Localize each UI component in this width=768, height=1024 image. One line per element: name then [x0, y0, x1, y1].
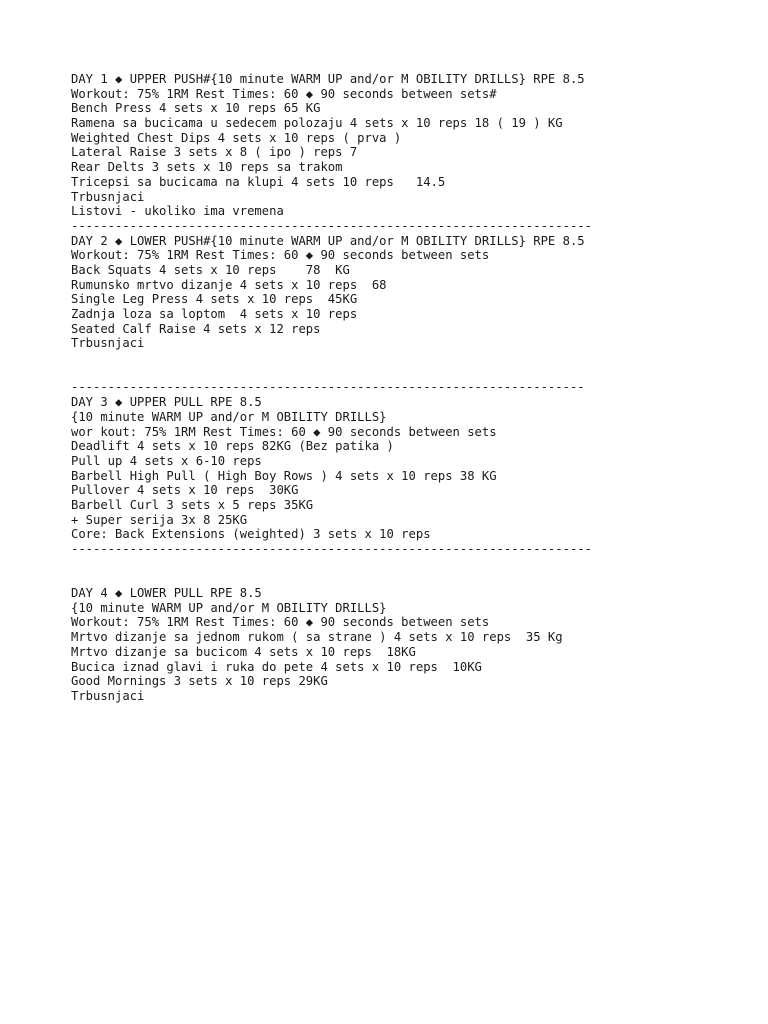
text-line: DAY 1 ◆ UPPER PUSH#{10 minute WARM UP and/or M OBILITY DRILLS} RPE 8.5 — [71, 72, 585, 86]
text-line: Tricepsi sa bucicama na klupi 4 sets 10 reps 14.5 — [71, 174, 446, 189]
text-line: Trbusnjaci — [71, 189, 145, 204]
blank-line — [71, 557, 751, 572]
text-line: Lateral Raise 3 sets x 8 ( ipo ) reps 7 — [71, 145, 358, 160]
text-line: Rumunsko mrtvo dizanje 4 sets x 10 reps 68 — [71, 277, 387, 292]
text-line: Single Leg Press 4 sets x 10 reps 45KG — [71, 292, 358, 307]
text-line: Good Mornings 3 sets x 10 reps 29KG — [71, 674, 328, 689]
text-line: Trbusnjaci — [71, 688, 145, 703]
text-line: wor kout: 75% 1RM Rest Times: 60 ◆ 90 seconds between sets — [71, 424, 497, 439]
text-line: ----------------------------------------------------------------------- — [71, 542, 592, 556]
blank-line — [71, 366, 751, 381]
document-text — [71, 72, 751, 704]
blank-line — [71, 571, 751, 586]
text-line: Workout: 75% 1RM Rest Times: 60 ◆ 90 seconds between sets — [71, 615, 490, 630]
text-line: Workout: 75% 1RM Rest Times: 60 ◆ 90 seconds between sets — [71, 248, 490, 263]
text-line: {10 minute WARM UP and/or M OBILITY DRILLS} — [71, 600, 387, 615]
text-line: Seated Calf Raise 4 sets x 12 reps — [71, 321, 321, 336]
text-line: Zadnja loza sa loptom 4 sets x 10 reps — [71, 307, 358, 321]
text-line: DAY 4 ◆ LOWER PULL RPE 8.5 — [71, 586, 262, 601]
text-line: Ramena sa bucicama u sedecem polozaju 4 sets x 10 reps 18 ( 19 ) KG — [71, 116, 563, 131]
text-line: Weighted Chest Dips 4 sets x 10 reps ( prva ) — [71, 130, 402, 145]
text-line: Mrtvo dizanje sa bucicom 4 sets x 10 reps 18KG — [71, 644, 416, 659]
text-line: Back Squats 4 sets x 10 reps 78 KG — [71, 262, 350, 277]
text-line: {10 minute WARM UP and/or M OBILITY DRILLS} — [71, 409, 387, 424]
text-line: Workout: 75% 1RM Rest Times: 60 ◆ 90 seconds between sets# — [71, 86, 497, 101]
text-line: DAY 3 ◆ UPPER PULL RPE 8.5 — [71, 395, 262, 410]
text-line: ----------------------------------------------------------------------- — [71, 218, 592, 233]
text-line: Pullover 4 sets x 10 reps 30KG — [71, 483, 299, 498]
text-line: Barbell High Pull ( High Boy Rows ) 4 sets x 10 reps 38 KG — [71, 468, 497, 483]
text-line: Deadlift 4 sets x 10 reps 82KG (Bez patika ) — [71, 439, 394, 454]
text-line: Trbusnjaci — [71, 336, 145, 351]
text-line: Core: Back Extensions (weighted) 3 sets x 10 reps — [71, 527, 431, 542]
text-line: Rear Delts 3 sets x 10 reps sa trakom — [71, 160, 343, 175]
text-line: Mrtvo dizanje sa jednom rukom ( sa strane ) 4 sets x 10 reps 35 Kg — [71, 630, 563, 645]
text-line: Bucica iznad glavi i ruka do pete 4 sets x 10 reps 10KG — [71, 659, 482, 674]
text-line: Barbell Curl 3 sets x 5 reps 35KG — [71, 497, 314, 512]
text-line: Bench Press 4 sets x 10 reps 65 KG — [71, 101, 321, 116]
text-line: ---------------------------------------------------------------------- — [71, 380, 585, 395]
text-line: + Super serija 3x 8 25KG — [71, 512, 248, 527]
blank-line — [71, 351, 751, 366]
text-line: Listovi - ukoliko ima vremena — [71, 204, 284, 219]
text-line: DAY 2 ◆ LOWER PUSH#{10 minute WARM UP and/or M OBILITY DRILLS} RPE 8.5 — [71, 233, 585, 248]
text-line: Pull up 4 sets x 6-10 reps — [71, 453, 262, 468]
